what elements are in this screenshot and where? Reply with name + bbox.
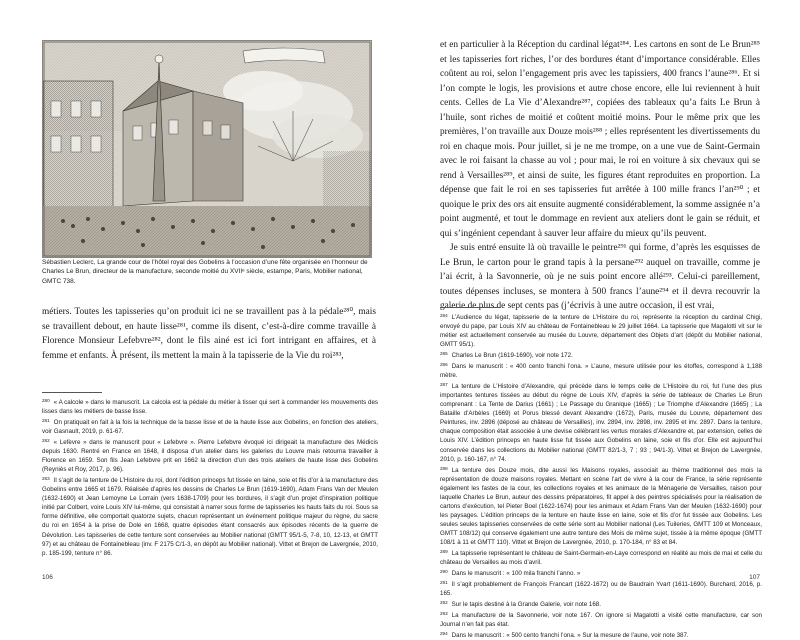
footnote-text: On pratiquait en fait à la fois la technique de la basse lisse et de la haute lisse aux Gobelins, en fonction des ateliers, voir Gasnault, 2019, p. 61-67. [42, 418, 378, 435]
footnote-text: « A calcole » dans le manuscrit. La calcola est la pédale du métier à tisser qui sert à commander les mouvements des lisses dans les métiers de basse lisse. [42, 398, 378, 415]
footnote-separator [440, 307, 500, 308]
left-body-text [42, 305, 376, 363]
footnote-text: Charles Le Brun (1619-1690), voir note 172. [451, 351, 573, 359]
footnote [42, 396, 378, 416]
footnote [440, 464, 762, 548]
footnote-number: 293 [440, 611, 448, 617]
engraving-illustration [43, 41, 371, 257]
footnote-text: La tenture des Douze mois, dite aussi les Maisons royales, associait au thème traditionnel des mois la représentation de douze maisons royales. Mettant en scène l’art de vivre à la cour de France, la série représente également les fastes de la cour, les collections royales et les animaux de la Ménagerie de Versailles, raison pour laquelle Charles Le Brun, auteur des dessins préparatoires, fit appel à des peintres spécialisés pour la réalisation de cartons d’exécution, tel Pieter Boel (1622-1674) pour les animaux et Adam Frans Van der Meulen (1632-1690) pour les paysages. L’édition princeps de la tenture en haute lisse en laine, soie et fils d’or fut tissée aux Gobelins. Les seules seules tapisseries conservées de cette série sont au Mobilier national (Les Tuileries, GMTT 109 et Monceaux, GMTT 108/12) qui conserve également une autre tenture des Mois de même sujet, tissée à la même époque (GMTT 108/1 à 11 et GMTT 110). Vittet et Brejon de Lavergnée, 2010, p. 170-184, n° 83 et 84. [440, 466, 762, 547]
footnote [42, 436, 378, 474]
footnote-text: Sur le tapis destiné à la Grande Galerie, voir note 168. [451, 600, 601, 608]
figure-caption: Sébastien Leclerc, La grande cour de l’hôtel royal des Gobelins à l’occasion d’une fête organisée en l’honneur de Charles Le Brun, directeur de la manufacture, seconde moitié du XVIIᵉ siècle, estampe, Paris, Mobilier national, GMTC 738. [42, 259, 368, 285]
footnote [440, 349, 762, 360]
right-footnotes [440, 311, 762, 640]
footnote-number: 292 [440, 600, 448, 606]
page-number-left: 106 [42, 574, 53, 581]
footnote-text: Dans le manuscrit : « 400 cento franchi l’ona. » L’aune, mesure utilisée pour les étoffes, correspond à 1,188 mètre. [440, 362, 762, 379]
page-number-right: 107 [749, 574, 760, 581]
footnote-number: 286 [440, 362, 448, 368]
footnote [42, 416, 378, 436]
footnote-text: La tenture de L’Histoire d’Alexandre, qui précède dans le temps celle de L’Histoire du roi, fut l’une des plus importantes tentures tissées au début du règne de Louis XIV, d’après la série de tableaux de Charles Le Brun comprenant : La Tente de Darius (1661) ; Le Passage du Granique (1665) ; Le Triomphe d’Alexandre (1665) ; La Bataille d’Arbèles (1669) et Porus blessé devant Alexandre (1672), Paris, musée du Louvre, département des Peintures, inv. 2896 (déposé au château de Versailles), inv. 2894, inv. 2898, inv. 2895 et inv. 2897. Dans la tenture, chaque composition était associée à une devise célébrant les vertus morales d’Alexandre et, par extension, celles de Louis XIV. L’édition princeps en haute lisse fut tissée aux Gobelins en laine, soie et fils d’or. Elle est aujourd’hui conservée dans les collections du Mobilier national (GMTT 82/1-3, 7 ; 93 ; 94/1-3). Vittet et Brejon de Lavergnée, 2010, p. 160-167, n° 74. [440, 382, 762, 463]
footnote-text: Dans le manuscrit : « 500 cento franchi l’ona. » Sur la mesure de l’aune, voir note 387. [451, 631, 689, 639]
footnote-text: « Lefèvre » dans le manuscrit pour « Lefebvre ». Pierre Lefebvre évoqué ici dirigeait la manufacture des Médicis depuis 1630. Rentré en France en 1648, il disposa d’un atelier dans les galeries du Louvre mais retourna travailler à Florence en 1659. Son fils Jean Lefebvre prit en 1662 la direction d’un des trois ateliers de haute lisse des Gobelins (Reyniès et Roy, 2017, p. 96). [42, 438, 378, 474]
footnote [440, 360, 762, 380]
footnote-number: 281 [42, 417, 50, 423]
footnote-number: 283 [42, 476, 50, 482]
footnote-number: 280 [42, 398, 50, 403]
footnote-number: 290 [440, 569, 448, 575]
footnote [42, 474, 378, 558]
footnote [440, 629, 762, 640]
footnote-text: Dans le manuscrit : « 100 mila franchi l’anno. » [451, 570, 581, 578]
left-page [0, 0, 400, 600]
footnote [440, 609, 762, 629]
footnote-text: La manufacture de la Savonnerie, voir note 167. On ignore si Magalotti a visité cette manufacture, car son Journal n’en fait pas état. [440, 611, 762, 628]
right-page [400, 0, 800, 639]
footnote-number: 285 [440, 351, 448, 357]
footnote [440, 547, 762, 567]
footnote-number: 289 [440, 549, 448, 555]
right-body-text [440, 38, 760, 314]
paragraph: Je suis entré ensuite là où travaille le peintre²⁹¹ qui forme, d’après les esquisses de Le Brun, le carton pour le grand tapis à la persane²⁹² auquel on travaille, comme je l’ai écrit, à la Savonnerie, où je ne suis point encore allé²⁹³. Celui-ci pareillement, toutes dépenses incluses, se montera à 500 francs l’aune²⁹⁴ et il devra recouvrir la galerie de plus de sept cents pas (j’écrivis à une autre occasion, il est vrai, [440, 243, 760, 311]
footnote [440, 567, 762, 578]
footnote-separator [42, 392, 102, 393]
footnote-number: 291 [440, 580, 448, 586]
footnote-number: 282 [42, 437, 50, 443]
footnote-text: L’Audience du légat, tapisserie de la tenture de L’Histoire du roi, représente la réception du cardinal Chigi, envoyé du pape, par Louis XIV au château de Fontainebleau le 29 juillet 1664. La tapisserie que Magalotti vit sur le métier est actuellement conservée au musée du Louvre, département des Objets d’art (dépôt du Mobilier national, GMTT 95/1). [440, 313, 762, 349]
footnote [440, 311, 762, 349]
footnote-number: 294 [440, 631, 448, 637]
footnote-number: 284 [440, 313, 448, 318]
engraving-image [42, 40, 372, 258]
footnote-text: La tapisserie représentant le château de Saint-Germain-en-Laye correspond en réalité au mois de mai et celle du château de Versailles au mois d’avril. [440, 550, 762, 567]
footnote-text: Il s’agit de la tenture de L’Histoire du roi, dont l’édition princeps fut tissée en laine, soie et fils d’or à la manufacture des Gobelins entre 1665 et 1679. Réalisée d’après les dessins de Charles Le Brun (1619-1690), Adam Frans Van der Meulen (1632-1690) et Jean Lemoyne Le Lorrain (vers 1638-1709) pour les bordures, il s’agit d’un projet d’inspiration politique initié par Colbert, voire Louis XIV lui-même, qui consistait à narrer sous forme de tapisseries les hauts faits du roi. Sous sa forme définitive, elle comportait quatorze sujets, chacun représentant un événement politique majeur du règne, du sacre du roi en 1654 à la prise de Dole en 1668, quatre épisodes étant consacrés aux épisodes récents de la guerre de Dévolution. Les tapisseries de cette tenture sont conservées au Mobilier national (GMTT 95/1-5, 7-8, 10, 12-13, et GMTT 97) et au château de Fontainebleau (inv. F 2175 C/1-3, en dépôt au Mobilier national). Vittet et Brejon de Lavergnée, 2010, p. 185-199, tenture n° 86. [42, 476, 378, 557]
left-footnotes [42, 396, 378, 558]
footnote-number: 288 [440, 465, 448, 471]
footnote-number: 287 [440, 382, 448, 388]
footnote [440, 578, 762, 598]
footnote [440, 380, 762, 464]
paragraph: métiers. Toutes les tapisseries qu’on produit ici ne se travaillent pas à la pédale²⁸⁰, mais se travaillent debout, en haute lisse²⁸¹, comme ils disent, c’est-à-dire comme travaille à Florence Monsieur Lefebvre²⁸², dont le fils ainé est ici fort intrigant en affaires, et à femme et enfants. À présent, ils mettent la main à la tapisserie de la Vie du roi²⁸³, [42, 307, 376, 361]
paragraph: et en particulier à la Réception du cardinal légat²⁸⁴. Les cartons en sont de Le Brun²⁸⁵ et les tapisseries fort riches, l’or des bordures étant d’importance considérable. Elles coûtent au roi, selon l’engagement pris avec les tapissiers, 400 francs l’aune²⁸⁶. Et si l’on compte le logis, les provisions et autre chose encore, elle lui reviennent à huit cents. Celles de La Vie d’Alexandre²⁸⁷, copiées des tableaux qu’a faits Le Brun à l’huile, sont riches de moitié et coûtent moitié moins. Pour le même prix que les premières, l’on travaille aux Douze mois²⁸⁸ ; elles représentent les divertissements du roi en chaque mois. Pour juillet, si je ne me trompe, on a une vue de Saint-Germain avec le roi faisant la chasse au vol ; pour mai, le roi en voiture à six chevaux qui se rend à Versailles²⁸⁹, et ainsi de suite, les figures étant reproduites en proportion. La dépense que fait le roi en ses tapisseries fut arrêtée à 100 mille francs l’an²⁹⁰ ; et quoique le prix des ors ait ensuite augmenté considérablement, la somme assignée n’a point augmenté, et tout le dommage en revient aux ateliers dont le gain se réduit, et qui s’ingénient cependant à sauver leur affaire du mieux qu’ils peuvent. [440, 40, 760, 239]
footnote-text: Il s’agit probablement de François Francart (1622-1672) ou de Baudrain Yvart (1611-1690). Burchard, 2016, p. 165. [440, 581, 762, 598]
